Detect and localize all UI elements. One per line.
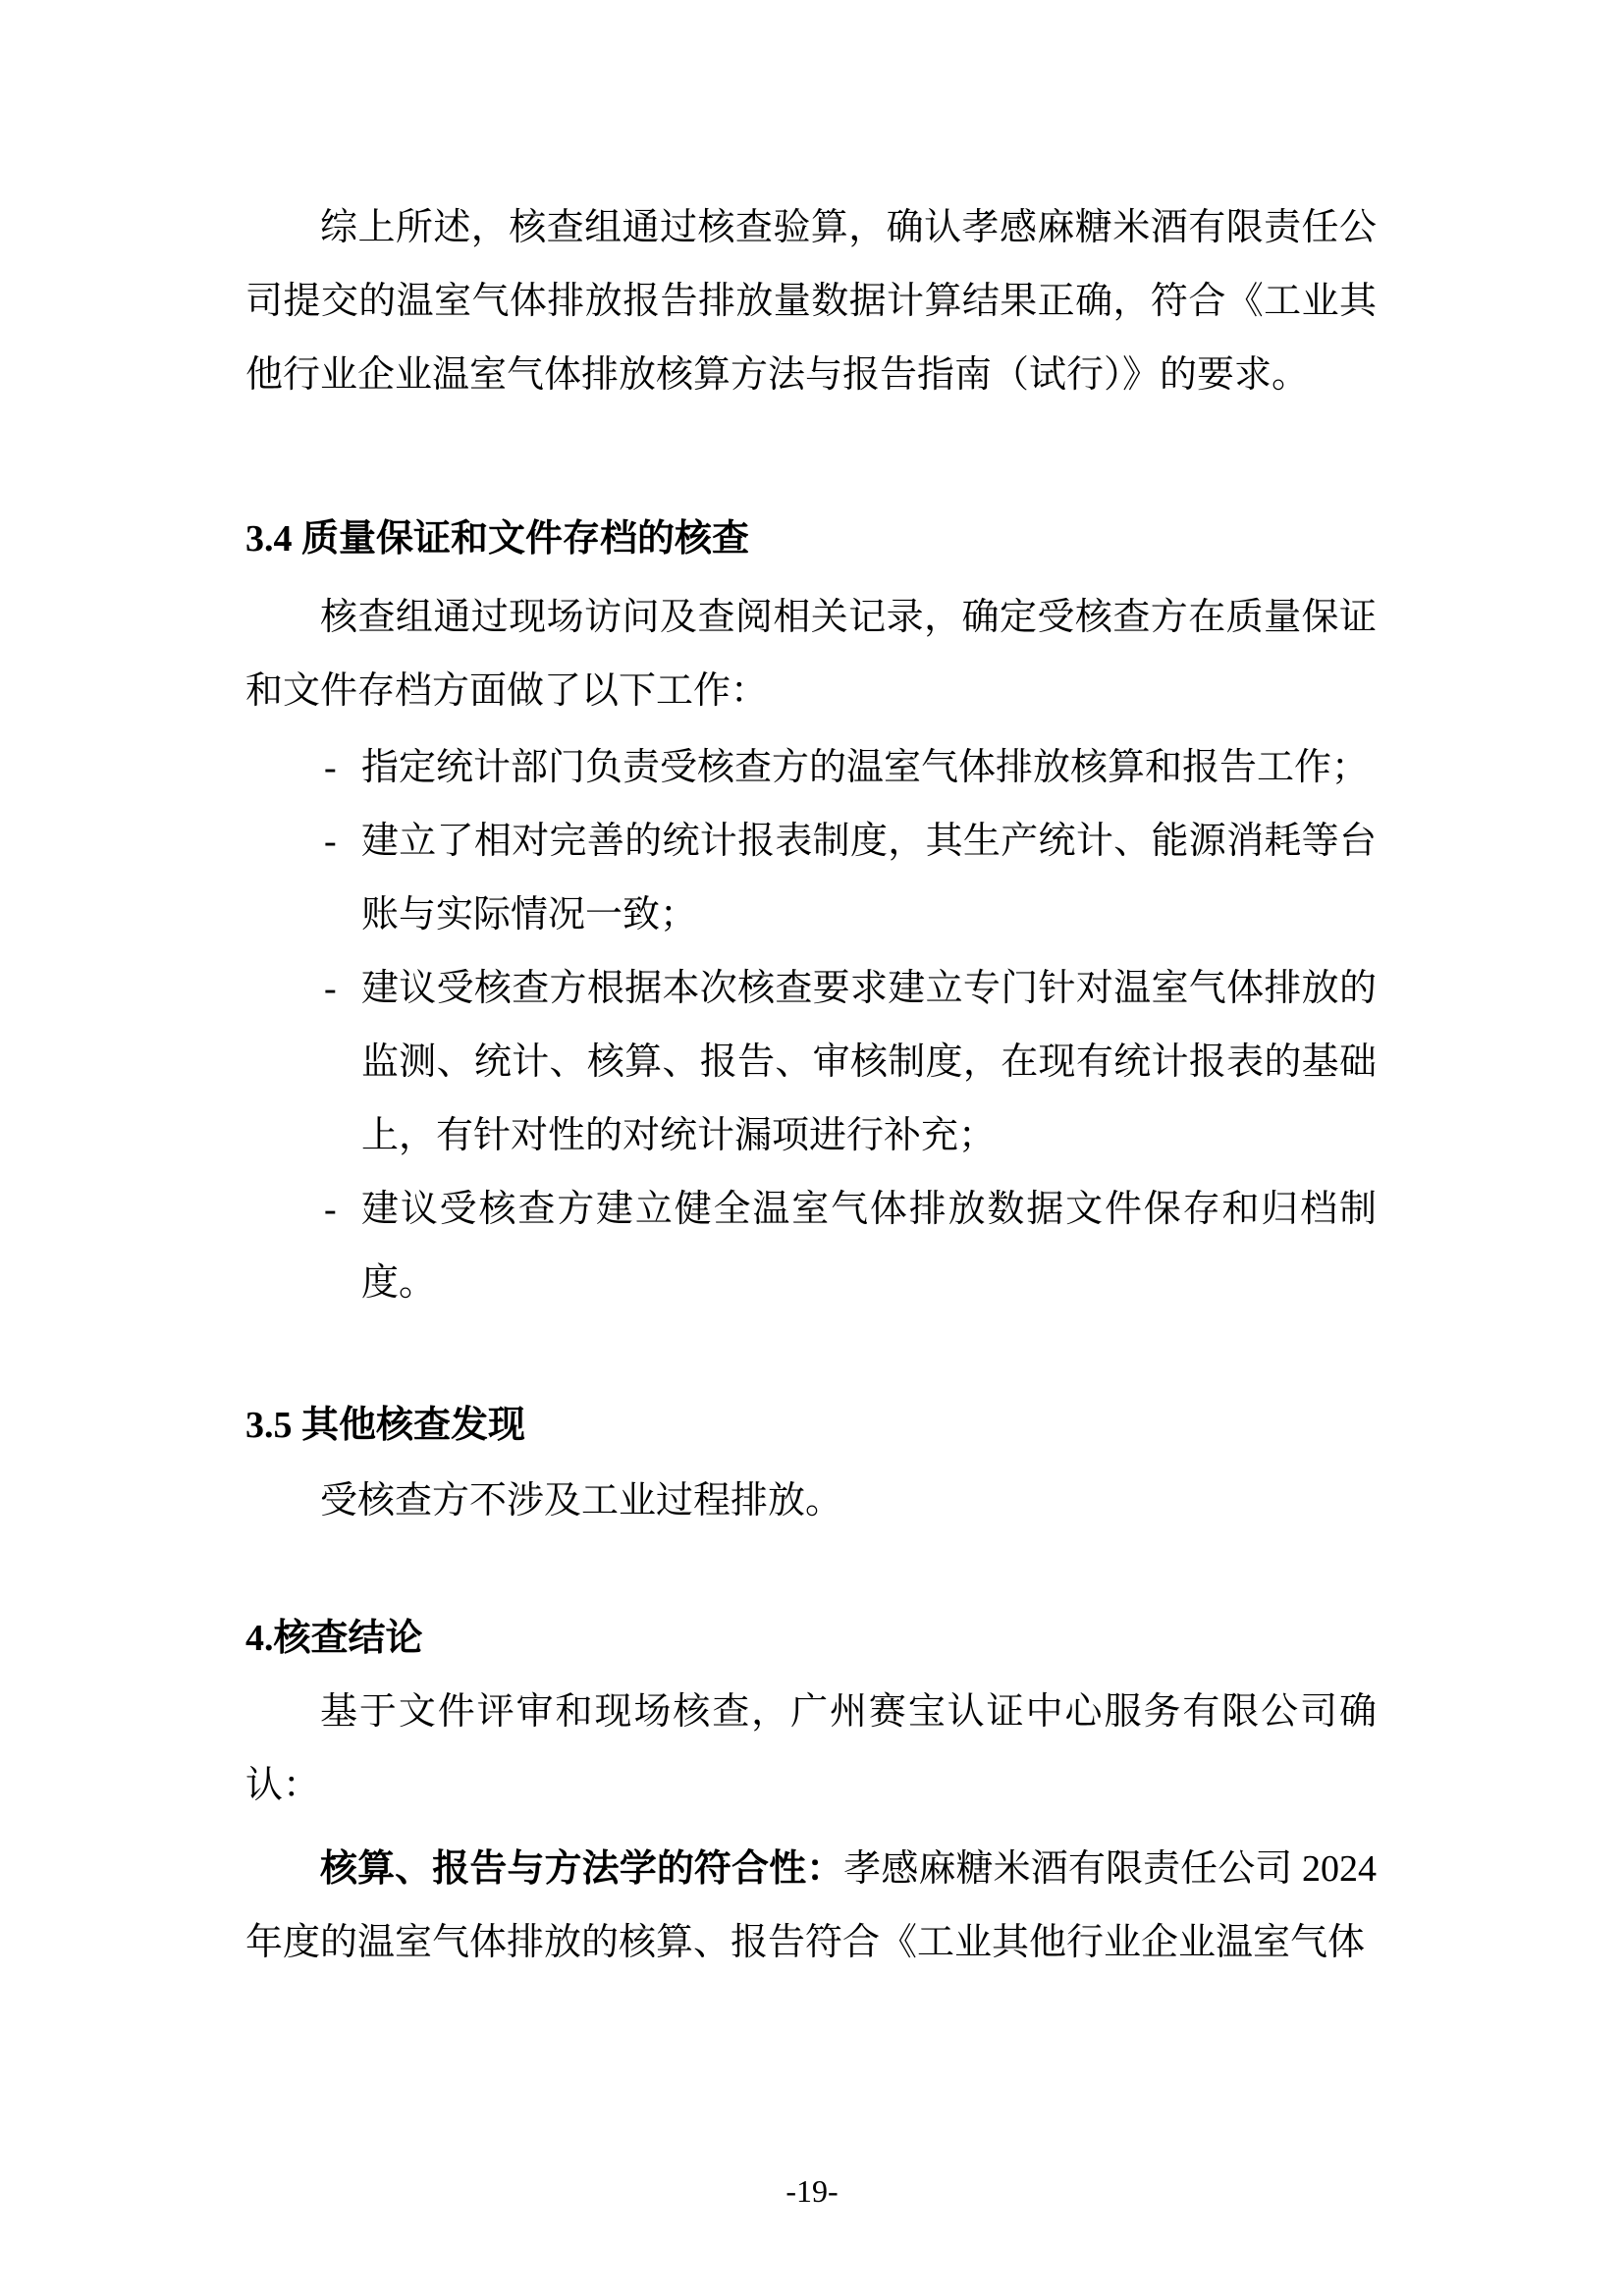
page-number: -19- — [785, 2173, 839, 2209]
list-item-text: 建议受核查方建立健全温室气体排放数据文件保存和归档制度。 — [361, 1189, 1377, 1304]
conclusion-label: 核算、报告与方法学的符合性： — [320, 1848, 844, 1890]
list-item-text: 指定统计部门负责受核查方的温室气体排放核算和报告工作； — [361, 747, 1370, 788]
list-item — [245, 731, 1377, 805]
dash-marker: - — [324, 1189, 337, 1230]
page-content — [245, 191, 1377, 1980]
findings-list — [245, 731, 1377, 1320]
list-item-text: 建立了相对完善的统计报表制度，其生产统计、能源消耗等台账与实际情况一致； — [361, 821, 1377, 935]
section-3-5-paragraph: 受核查方不涉及工业过程排放。 — [320, 1480, 843, 1522]
section-heading-3-4: 3.4 质量保证和文件存档的核查 — [245, 518, 750, 560]
dash-marker: - — [324, 747, 337, 788]
dash-marker: - — [324, 821, 337, 862]
list-item-text: 建议受核查方根据本次核查要求建立专门针对温室气体排放的监测、统计、核算、报告、审核制度，在现有统计报表的基础上，有针对性的对统计漏项进行补充； — [361, 968, 1377, 1156]
conclusion-text: 孝感麻糖米酒有限责任公司 2024年度的温室气体排放的核算、报告符合《工业其他行业企业温室气体 — [245, 1848, 1377, 1963]
section-heading-3-5: 3.5 其他核查发现 — [245, 1405, 526, 1446]
section-4-intro-paragraph: 基于文件评审和现场核查，广州赛宝认证中心服务有限公司确认： — [245, 1691, 1377, 1806]
list-item — [245, 952, 1377, 1173]
section-heading-4: 4.核查结论 — [245, 1618, 423, 1659]
section-3-4-intro-paragraph: 核查组通过现场访问及查阅相关记录，确定受核查方在质量保证和文件存档方面做了以下工作： — [245, 597, 1377, 712]
conclusion-paragraph — [245, 1833, 1377, 1980]
summary-paragraph: 综上所述，核查组通过核查验算，确认孝感麻糖米酒有限责任公司提交的温室气体排放报告排放量数据计算结果正确，符合《工业其他行业企业温室气体排放核算方法与报告指南（试行）》的要求。 — [245, 207, 1377, 396]
dash-marker: - — [324, 968, 337, 1009]
list-item — [245, 805, 1377, 952]
list-item — [245, 1173, 1377, 1320]
